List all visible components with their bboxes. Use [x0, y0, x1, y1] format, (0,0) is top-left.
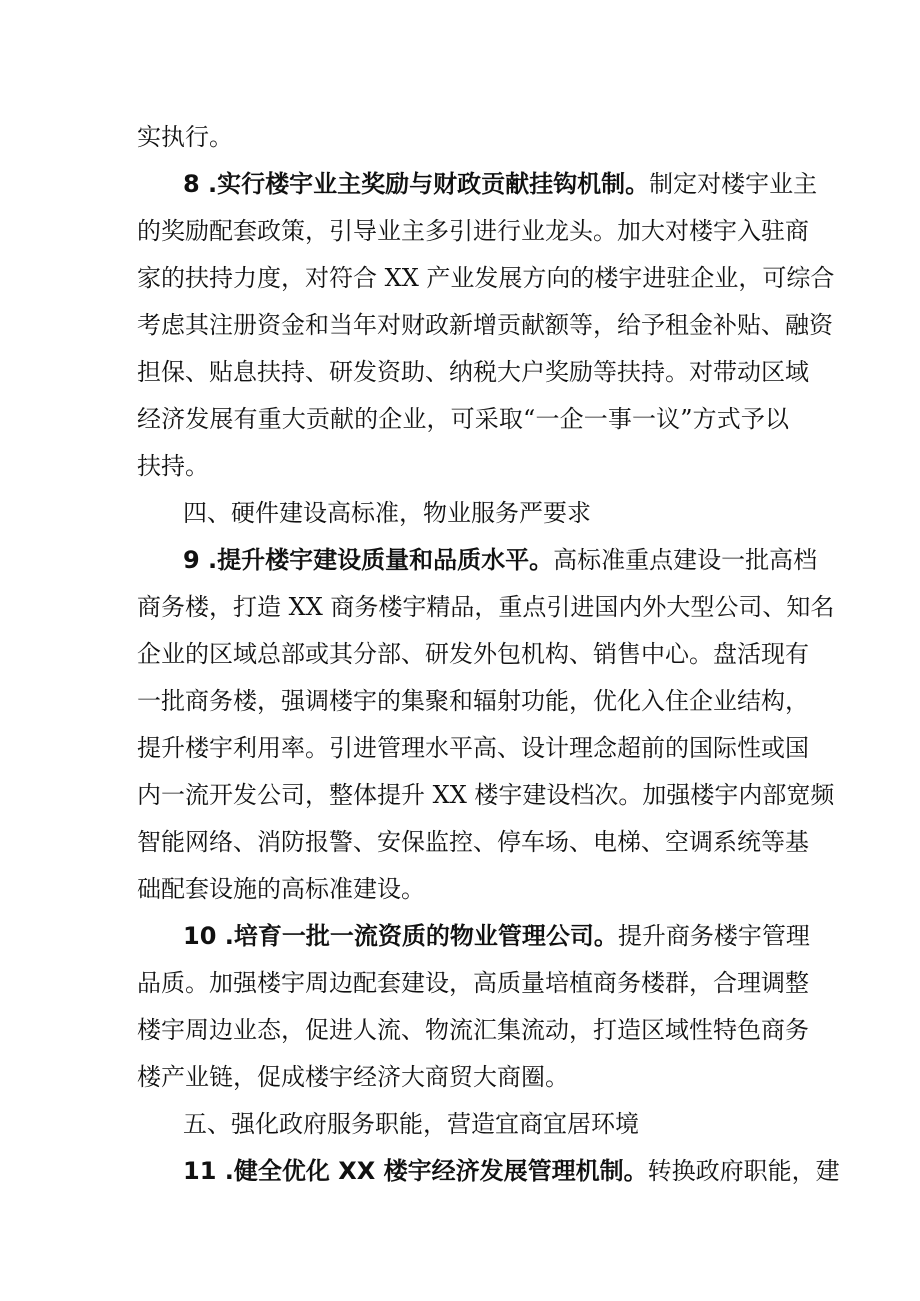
section-heading-5: 五、强化政府服务职能，营造宜商宜居环境 — [183, 1110, 639, 1138]
paragraph-10-title: 10 .培育一批一流资质的物业管理公司。 — [183, 922, 618, 950]
paragraph-9-line-1 — [183, 544, 818, 576]
paragraph-10-line-1 — [183, 920, 810, 952]
paragraph-line: 内一流开发公司，整体提升 XX 楼宇建设档次。加强楼宇内部宽频 — [137, 781, 835, 809]
section-heading-4: 四、硬件建设高标准，物业服务严要求 — [183, 499, 591, 527]
paragraph-9-text: 高标准重点建设一批高档 — [553, 546, 818, 574]
paragraph-line: 担保、贴息扶持、研发资助、纳税大户奖励等扶持。对带动区域 — [137, 358, 809, 386]
paragraph-line: 一批商务楼，强调楼宇的集聚和辐射功能，优化入住企业结构， — [137, 687, 809, 715]
paragraph-line: 楼宇周边业态，促进人流、物流汇集流动，打造区域性特色商务 — [137, 1016, 809, 1044]
paragraph-10-text: 提升商务楼宇管理 — [617, 922, 810, 950]
paragraph-8-line-1 — [183, 168, 818, 200]
paragraph-line: 品质。加强楼宇周边配套建设，高质量培植商务楼群，合理调整 — [137, 969, 809, 997]
paragraph-line: 提升楼宇利用率。引进管理水平高、设计理念超前的国际性或国 — [137, 734, 809, 762]
paragraph-11-text: 转换政府职能，建 — [647, 1157, 840, 1185]
paragraph-line: 商务楼，打造 XX 商务楼宇精品，重点引进国内外大型公司、知名 — [137, 593, 835, 621]
paragraph-9-title: 9 .提升楼宇建设质量和品质水平。 — [183, 546, 554, 574]
paragraph-11-title: 11 .健全优化 XX 楼宇经济发展管理机制。 — [183, 1157, 648, 1185]
paragraph-line: 企业的区域总部或其分部、研发外包机构、销售中心。盘活现有 — [137, 640, 809, 668]
paragraph-8-title: 8 .实行楼宇业主奖励与财政贡献挂钩机制。 — [183, 170, 650, 198]
paragraph-8-text: 制定对楼宇业主 — [649, 170, 818, 198]
paragraph-line: 楼产业链，促成楼宇经济大商贸大商圈。 — [137, 1063, 569, 1091]
paragraph-line: 经济发展有重大贡献的企业，可采取“一企一事一议”方式予以 — [137, 405, 789, 433]
paragraph-line: 智能网络、消防报警、安保监控、停车场、电梯、空调系统等基 — [137, 828, 809, 856]
paragraph-line: 家的扶持力度，对符合 XX 产业发展方向的楼宇进驻企业，可综合 — [137, 264, 835, 292]
paragraph-11-line-1 — [183, 1155, 840, 1187]
paragraph-line: 础配套设施的高标准建设。 — [137, 875, 425, 903]
paragraph-line: 实执行。 — [137, 123, 233, 151]
paragraph-line: 扶持。 — [137, 452, 209, 480]
paragraph-line: 考虑其注册资金和当年对财政新增贡献额等，给予租金补贴、融资 — [137, 311, 833, 339]
paragraph-line: 的奖励配套政策，引导业主多引进行业龙头。加大对楼宇入驻商 — [137, 217, 809, 245]
